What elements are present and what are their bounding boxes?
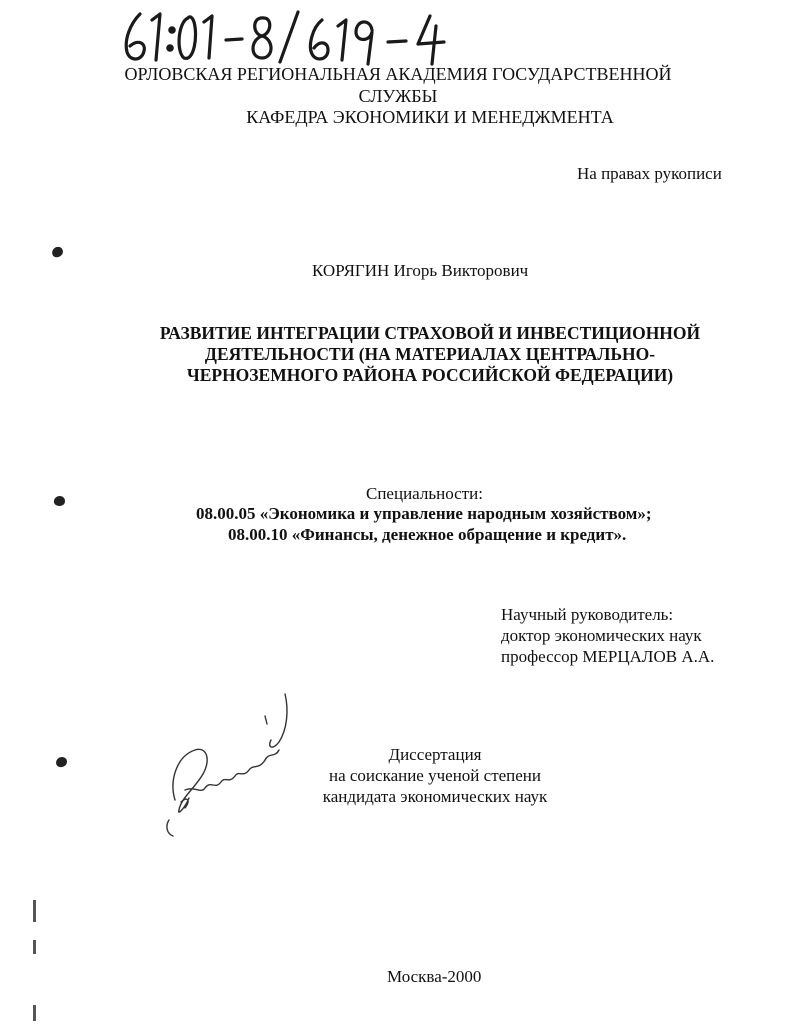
organization-name-line2: СЛУЖБЫ xyxy=(358,86,438,106)
specialty-item: 08.00.05 «Экономика и управление народным хозяйством»; xyxy=(196,504,652,523)
dissertation-label: Диссертация xyxy=(388,745,482,764)
dissertation-degree: кандидата экономических наук xyxy=(322,787,548,806)
title-line: ЧЕРНОЗЕМНОГО РАЙОНА РОССИЙСКОЙ ФЕДЕРАЦИИ) xyxy=(186,365,674,385)
title-line: ДЕЯТЕЛЬНОСТИ (НА МАТЕРИАЛАХ ЦЕНТРАЛЬНО- xyxy=(204,344,656,364)
city-year: Москва-2000 xyxy=(387,967,482,986)
punch-hole-mark xyxy=(56,757,68,768)
author-name: КОРЯГИН Игорь Викторович xyxy=(312,261,529,280)
specialty-item: 08.00.10 «Финансы, денежное обращение и кредит». xyxy=(228,525,627,544)
organization-name-line1: ОРЛОВСКАЯ РЕГИОНАЛЬНАЯ АКАДЕМИЯ ГОСУДАРСТВЕННОЙ xyxy=(124,64,672,84)
scan-edge-mark xyxy=(33,1005,36,1021)
dissertation-title xyxy=(100,323,760,386)
dissertation-purpose: на соискание ученой степени xyxy=(328,766,542,785)
scan-edge-mark xyxy=(33,940,36,954)
dissertation-degree-block xyxy=(300,744,570,807)
handwritten-archive-code xyxy=(118,6,458,68)
specialties-label: Специальности: xyxy=(366,484,483,503)
department-name: КАФЕДРА ЭКОНОМИКИ И МЕНЕДЖМЕНТА xyxy=(246,107,614,127)
supervisor-block xyxy=(501,604,714,667)
manuscript-rights-note: На правах рукописи xyxy=(577,164,722,183)
supervisor-label: Научный руководитель: xyxy=(501,605,674,624)
supervisor-name: профессор МЕРЦАЛОВ А.А. xyxy=(501,647,715,666)
scan-edge-mark xyxy=(33,900,36,922)
title-line: РАЗВИТИЕ ИНТЕГРАЦИИ СТРАХОВОЙ И ИНВЕСТИЦИОННОЙ xyxy=(159,323,701,343)
supervisor-degree: доктор экономических наук xyxy=(501,626,702,645)
punch-hole-mark xyxy=(51,246,64,259)
author-signature xyxy=(155,690,295,840)
punch-hole-mark xyxy=(53,495,66,507)
